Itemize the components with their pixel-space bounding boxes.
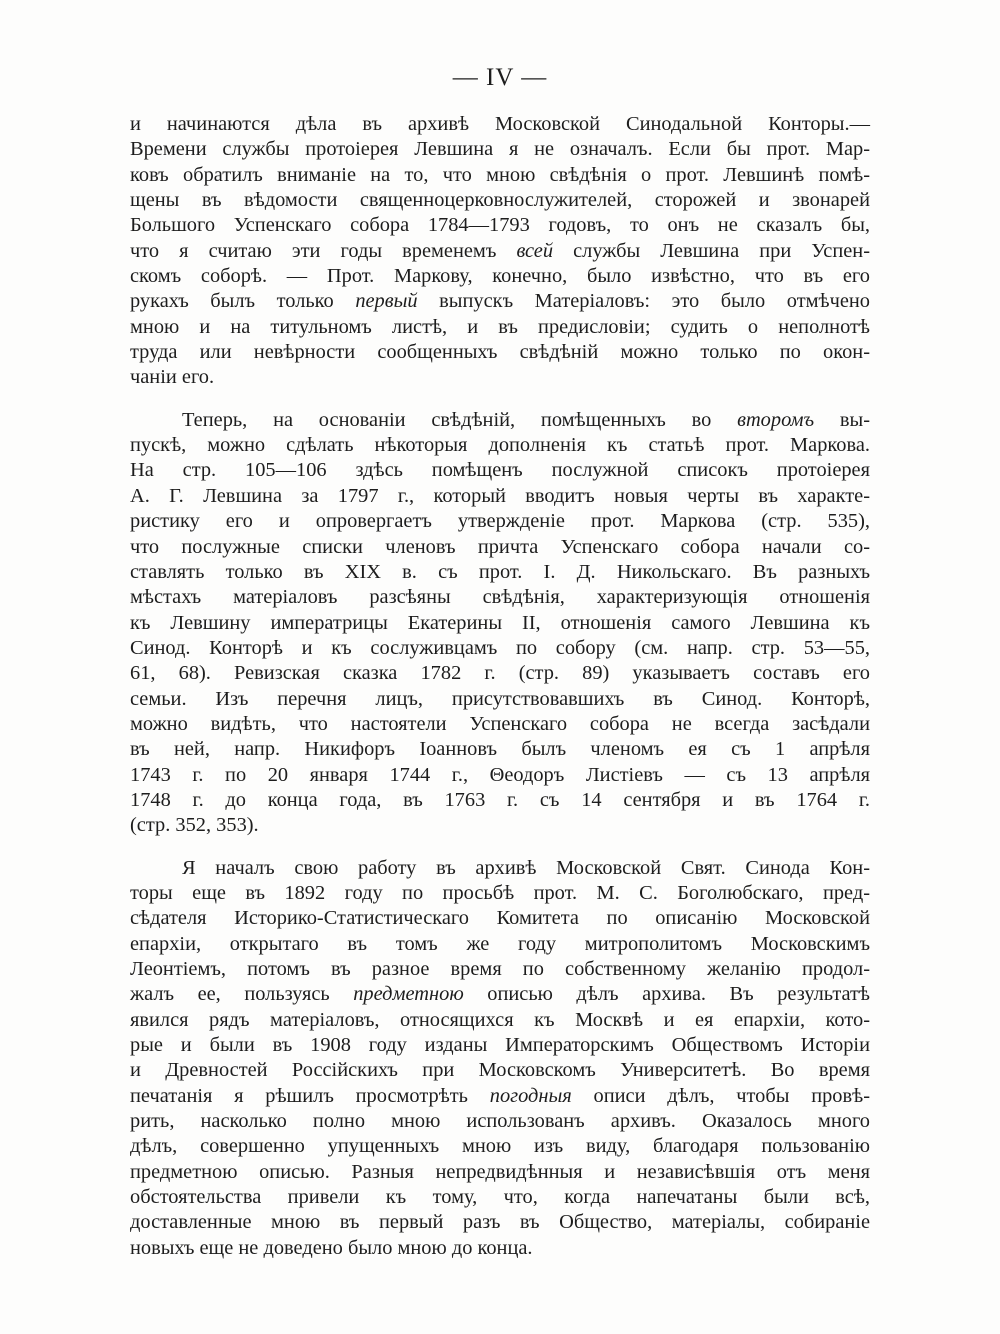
emphasized-word: первый <box>355 290 418 313</box>
text-line: (стр. 352, 353). <box>130 814 259 837</box>
paragraph <box>130 856 870 1262</box>
text-line: можно видѣть, что настоятели Успенскаго собора не всегда засѣдали <box>130 712 870 735</box>
text-line: и Древностей Россійскихъ при Московскомъ Университетѣ. Во время <box>130 1059 870 1082</box>
text-line: что послужные списки членовъ причта Успенскаго собора начали со- <box>130 535 870 558</box>
text-segment: вы- <box>814 408 870 431</box>
text-line: Времени службы протоіерея Левшина я не означалъ. Если бы прот. Мар- <box>130 138 870 161</box>
text-line: ристику его и опровергаетъ утвержденіе прот. Маркова (стр. 535), <box>130 510 870 533</box>
text-line: Синод. Конторѣ и къ сослуживцамъ по собору (см. напр. стр. 53—55, <box>130 636 870 659</box>
text-line: Я началъ свою работу въ архивѣ Московской Свят. Синода Кон- <box>182 856 870 879</box>
page-number: — IV — <box>452 64 548 91</box>
text-line <box>130 289 870 314</box>
text-line: мѣстахъ матеріаловъ разсѣяны свѣдѣнія, характеризующія отношенія <box>130 586 870 609</box>
paragraph <box>130 112 870 391</box>
text-line: 61, 68). Ревизская сказка 1782 г. (стр. 89) указываетъ составъ его <box>130 662 870 685</box>
text-line: мною и на титульномъ листѣ, и въ предисловіи; судить о неполнотѣ <box>130 315 870 338</box>
text-line: щены въ вѣдомости священноцерковнослужителей, сторожей и звонарей <box>130 189 870 212</box>
text-line: къ Левшину императрицы Екатерины II, отношенія самого Левшина къ <box>130 611 870 634</box>
text-line: дѣлъ, совершенно упущенныхъ мною изъ виду, благодаря пользованію <box>130 1135 870 1158</box>
text-line: чаніи его. <box>130 366 215 389</box>
paragraph-gap <box>130 391 870 408</box>
text-line: торы еще въ 1892 году по просьбѣ прот. М. С. Боголюбскаго, пред- <box>130 881 870 904</box>
emphasized-word: всей <box>516 239 554 262</box>
text-segment: печатанія я рѣшилъ просмотрѣть <box>130 1084 490 1107</box>
text-line: Леонтіемъ, потомъ въ разное время по собственному желанію продол- <box>130 958 870 980</box>
text-segment: что я считаю эти годы временемъ <box>130 239 517 262</box>
text-line: 1748 г. до конца года, въ 1763 г. съ 14 сентября и въ 1764 г. <box>130 788 870 811</box>
text-line: Большого Успенскаго собора 1784—1793 годовъ, то онъ не сказалъ бы, <box>130 214 870 237</box>
text-segment: жалъ ее, пользуясь <box>130 983 354 1006</box>
text-segment: службы Левшина при Успен- <box>553 239 870 262</box>
text-segment: Теперь, на основаніи свѣдѣній, помѣщенныхъ во <box>182 408 738 431</box>
text-line: въ ней, напр. Никифоръ Іоанновъ былъ членомъ ея съ 1 апрѣля <box>130 738 870 761</box>
text-line: 1743 г. по 20 января 1744 г., Θеодоръ Листіевъ — съ 13 апрѣля <box>130 763 870 786</box>
text-line: обстоятельства привели къ тому, что, когда напечатаны были всѣ, <box>130 1186 870 1209</box>
text-line: епархіи, открытаго въ томъ же году митрополитомъ Московскимъ <box>130 932 870 955</box>
emphasized-word: второмъ <box>737 408 815 431</box>
text-line <box>130 982 870 1007</box>
text-line: сѣдателя Историко-Статистическаго Комитета по описанію Московской <box>130 907 870 930</box>
text-segment: описью дѣлъ архива. Въ результатѣ <box>463 983 870 1006</box>
body-text <box>130 112 870 1261</box>
text-line: На стр. 105—106 здѣсь помѣщенъ послужной списокъ протоіерея <box>130 459 870 482</box>
text-line: пускѣ, можно сдѣлать нѣкоторыя дополненія къ статьѣ прот. Маркова. <box>130 434 870 457</box>
text-line <box>130 1084 870 1109</box>
text-segment: описи дѣлъ, чтобы провѣ- <box>571 1084 870 1107</box>
text-line: и начинаются дѣла въ архивѣ Московской Синодальной Конторы.— <box>130 113 870 135</box>
text-line: А. Г. Левшина за 1797 г., который вводитъ новыя черты въ характе- <box>130 484 870 507</box>
text-line: явился рядъ матеріаловъ, относящихся къ Москвѣ и ея епархіи, кото- <box>130 1008 870 1031</box>
text-segment: рукахъ былъ только <box>130 290 356 313</box>
text-line <box>130 239 870 264</box>
text-line <box>130 408 870 433</box>
text-line: предметною описью. Разныя непредвидѣнныя и независѣвшія отъ меня <box>130 1160 870 1183</box>
text-line: ставлять только въ XIX в. съ прот. І. Д. Никольскаго. Въ разныхъ <box>130 560 870 583</box>
text-line: семьи. Изъ перечня лицъ, присутствовавшихъ въ Синод. Конторѣ, <box>130 687 870 710</box>
text-line: новыхъ еще не доведено было мною до конца. <box>130 1236 533 1259</box>
emphasized-word: погодныя <box>489 1084 572 1107</box>
text-line: доставленные мною въ первый разъ въ Общество, матеріалы, собираніе <box>130 1211 870 1234</box>
paragraph-gap <box>130 839 870 856</box>
paragraph <box>130 408 870 839</box>
text-line: скомъ соборѣ. — Прот. Маркову, конечно, было извѣстно, что въ его <box>130 265 870 288</box>
text-line: ковъ обратилъ вниманіе на то, что мною свѣдѣнія о прот. Левшинѣ помѣ- <box>130 163 870 186</box>
text-line: рить, насколько полно мною использованъ архивъ. Оказалось много <box>130 1110 870 1133</box>
text-line: рые и были въ 1908 году изданы Императорскимъ Обществомъ Исторіи <box>130 1034 870 1057</box>
emphasized-word: предметною <box>353 983 464 1006</box>
text-segment: выпускъ Матеріаловъ: это было отмѣчено <box>417 290 870 313</box>
text-line: труда или невѣрности сообщенныхъ свѣдѣній можно только по окон- <box>130 341 870 364</box>
